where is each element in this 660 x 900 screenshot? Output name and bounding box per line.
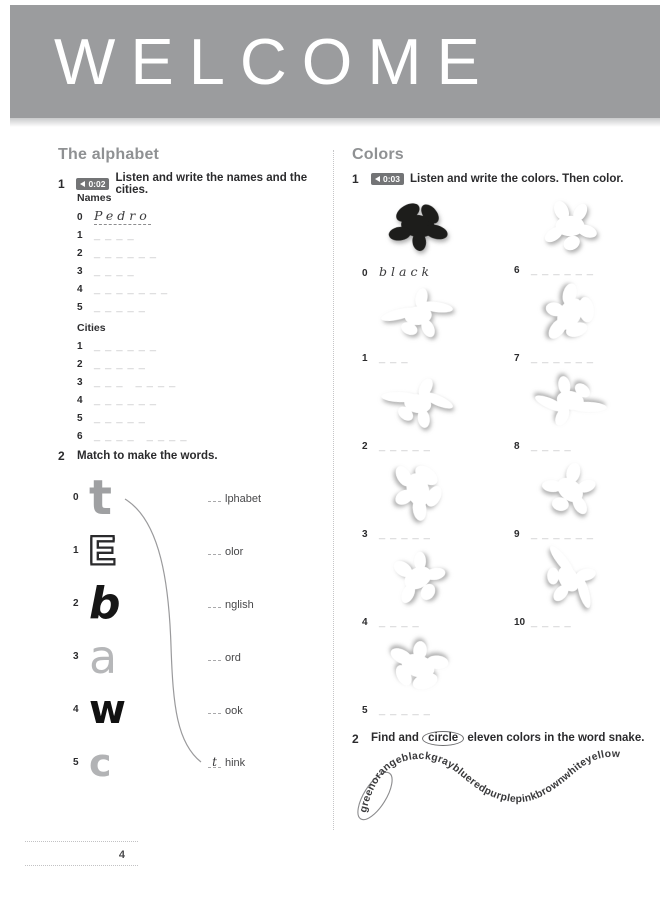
- unit-title: WELCOME: [54, 25, 495, 98]
- name-row: [77, 208, 151, 225]
- word-snake: [352, 747, 652, 819]
- name-row: [77, 229, 135, 241]
- answer-blank: _ _ _ _: [94, 229, 135, 241]
- row-number: 3: [77, 377, 83, 388]
- city-row: [77, 430, 187, 442]
- word-blank-answered: t: [208, 756, 221, 768]
- row-number: 1: [362, 353, 368, 364]
- match-word: [208, 649, 241, 664]
- word-ending: hink: [225, 757, 246, 769]
- answer-blank: _ _ _ _: [379, 616, 420, 628]
- colors-ex1-header: [352, 172, 623, 186]
- answer-blank: _ _ _ _ _ _: [94, 340, 157, 352]
- row-number: 3: [362, 529, 368, 540]
- speaker-icon: [80, 181, 85, 187]
- ink-blot: [512, 280, 628, 348]
- word-blank: [208, 490, 221, 502]
- exercise-number: 2: [352, 731, 359, 746]
- match-letter-row: [73, 683, 318, 736]
- match-word: [208, 702, 243, 717]
- answer-blank: _ _ _ _ _: [379, 440, 431, 452]
- name-row: [77, 283, 168, 295]
- row-number: 0: [77, 212, 83, 223]
- row-number: 4: [73, 704, 79, 715]
- word-ending: ook: [225, 705, 243, 717]
- page-number: 4: [118, 848, 125, 861]
- name-row: [77, 301, 146, 313]
- answer-blank: _ _ _ _ _ _: [531, 264, 594, 276]
- answer-blank: _ _ _ _ _: [379, 704, 431, 716]
- match-letter-row: [73, 577, 318, 630]
- blot-cell: [352, 366, 504, 454]
- colors-section: [352, 146, 654, 836]
- exercise-instruction: [371, 731, 644, 746]
- city-row: [77, 394, 157, 406]
- instruction-post: eleven colors in the word snake.: [467, 732, 645, 744]
- color-blot-grid: [352, 190, 652, 718]
- blot-label: [514, 352, 594, 364]
- exercise-instruction: Listen and write the colors. Then color.: [410, 173, 624, 185]
- audio-track-number: 0:02: [88, 178, 106, 189]
- answer-blank: _ _ _ _ _: [94, 412, 146, 424]
- blot-cell: [352, 454, 504, 542]
- page-number-tab: [25, 841, 138, 866]
- cities-label: Cities: [77, 322, 106, 334]
- match-letter: a: [89, 629, 118, 684]
- alphabet-ex2-header: [58, 449, 218, 463]
- answer-blank: _ _ _ _ _ _: [531, 528, 594, 540]
- city-row: [77, 358, 146, 370]
- row-number: 10: [514, 617, 526, 628]
- row-number: 2: [73, 598, 79, 609]
- alphabet-heading: The alphabet: [58, 146, 160, 163]
- blot-label: [362, 528, 431, 540]
- answer-blank: _ _ _ _ _: [94, 358, 146, 370]
- unit-banner: [10, 5, 660, 118]
- colors-ex2-header: [352, 731, 644, 746]
- answer-blank: _ _ _ _ _ _: [531, 352, 594, 364]
- row-number: 1: [77, 230, 83, 241]
- row-number: 5: [362, 705, 368, 716]
- row-number: 5: [77, 413, 83, 424]
- word-blank: [208, 649, 221, 661]
- alphabet-section: [58, 146, 333, 836]
- match-letter: b: [89, 577, 121, 629]
- word-ending: ord: [225, 652, 241, 664]
- example-circle: [351, 767, 398, 824]
- answer-blank: _ _ _ _ _: [379, 528, 431, 540]
- exercise-instruction: Match to make the words.: [77, 450, 218, 462]
- ink-blot: [360, 544, 476, 612]
- match-letter: c: [89, 740, 112, 785]
- city-row: [77, 340, 157, 352]
- blot-label: [362, 352, 408, 364]
- word-blank: [208, 702, 221, 714]
- row-number: 4: [77, 395, 83, 406]
- blot-cell: [504, 542, 652, 630]
- blot-cell: [504, 366, 652, 454]
- word-blank: [208, 596, 221, 608]
- blot-label: [514, 528, 594, 540]
- exercise-number: 1: [58, 177, 65, 191]
- blot-cell: [504, 190, 652, 278]
- blot-cell: [504, 454, 652, 542]
- ink-blot: [512, 192, 628, 260]
- exercise-number: 1: [352, 172, 359, 186]
- names-label: Names: [77, 192, 112, 204]
- blot-label: [514, 440, 572, 452]
- match-word: [208, 596, 254, 611]
- answer-blank: _ _ _: [379, 352, 409, 364]
- blot-cell: [352, 190, 504, 278]
- match-word: [208, 543, 243, 558]
- circled-word: circle: [422, 731, 464, 746]
- row-number: 1: [77, 341, 83, 352]
- blot-cell: [352, 278, 504, 366]
- matching-exercise: [73, 471, 318, 801]
- blot-label: [514, 264, 594, 276]
- word-blank: [208, 543, 221, 555]
- word-snake-text: greenorangeblackgrayblueredpurplepinkbrownwhiteyellow: [358, 748, 621, 814]
- answer-blank: _ _ _ _ _: [94, 301, 146, 313]
- answer-blank: _ _ _ _ _ _: [94, 247, 157, 259]
- answer-blank: _ _ _ _ _ _: [94, 394, 157, 406]
- row-number: 5: [73, 757, 79, 768]
- audio-track-number: 0:03: [383, 173, 401, 184]
- ink-blot: [360, 280, 476, 348]
- row-number: 2: [362, 441, 368, 452]
- row-number: 0: [73, 492, 79, 503]
- answer-blank: _ _ _ _ _ _ _: [94, 283, 169, 295]
- match-word: [208, 490, 261, 505]
- blot-label: [362, 440, 431, 452]
- city-row: [77, 376, 176, 388]
- match-letter: t: [89, 469, 112, 526]
- column-divider: [333, 150, 334, 830]
- row-number: 0: [362, 268, 368, 279]
- ink-blot: [512, 368, 628, 436]
- answer-blank: _ _ _ _ _ _ _: [94, 376, 177, 388]
- colors-heading: Colors: [352, 146, 404, 163]
- row-number: 4: [77, 284, 83, 295]
- word-ending: olor: [225, 546, 244, 558]
- row-number: 9: [514, 529, 520, 540]
- row-number: 2: [77, 248, 83, 259]
- blot-label: [362, 704, 431, 716]
- answer-blank: _ _ _ _: [531, 440, 572, 452]
- row-number: 8: [514, 441, 520, 452]
- blot-cell: [352, 630, 504, 718]
- row-number: 1: [73, 545, 79, 556]
- match-letter-row: [73, 471, 318, 524]
- ink-blot-black: [360, 192, 476, 260]
- name-row: [77, 265, 135, 277]
- answer-blank: _ _ _ _ _ _ _ _: [94, 430, 188, 442]
- ink-blot: [512, 544, 628, 612]
- row-number: 6: [514, 265, 520, 276]
- match-letter-row: [73, 524, 318, 577]
- row-number: 3: [73, 651, 79, 662]
- ink-blot: [360, 632, 476, 700]
- blot-label: [514, 616, 572, 628]
- name-row: [77, 247, 157, 259]
- match-word: [208, 756, 245, 769]
- row-number: 5: [77, 302, 83, 313]
- blot-label: [362, 264, 433, 279]
- speaker-icon: [375, 176, 380, 182]
- ink-blot: [512, 456, 628, 524]
- example-answer: black: [379, 264, 434, 279]
- ink-blot: [360, 456, 476, 524]
- ink-blot: [360, 368, 476, 436]
- row-number: 2: [77, 359, 83, 370]
- audio-track-badge: [371, 173, 404, 186]
- match-letter-row: [73, 630, 318, 683]
- word-ending: nglish: [225, 599, 254, 611]
- instruction-pre: Find and: [371, 732, 419, 744]
- blot-cell: [504, 278, 652, 366]
- exercise-number: 2: [58, 449, 65, 463]
- match-letter: E: [89, 528, 116, 573]
- match-letter-row: [73, 736, 318, 789]
- blot-label: [362, 616, 420, 628]
- row-number: 7: [514, 353, 520, 364]
- answer-blank: _ _ _ _: [94, 265, 135, 277]
- match-letter: w: [89, 686, 126, 733]
- row-number: 4: [362, 617, 368, 628]
- exercise-instruction: Listen and write the names and the cities.: [115, 172, 308, 196]
- row-number: 6: [77, 431, 83, 442]
- row-number: 3: [77, 266, 83, 277]
- blot-cell: [352, 542, 504, 630]
- city-row: [77, 412, 146, 424]
- example-answer: Pedro: [94, 208, 151, 223]
- audio-track-badge: [76, 178, 109, 191]
- answer-blank: _ _ _ _: [531, 616, 572, 628]
- word-ending: lphabet: [225, 493, 262, 505]
